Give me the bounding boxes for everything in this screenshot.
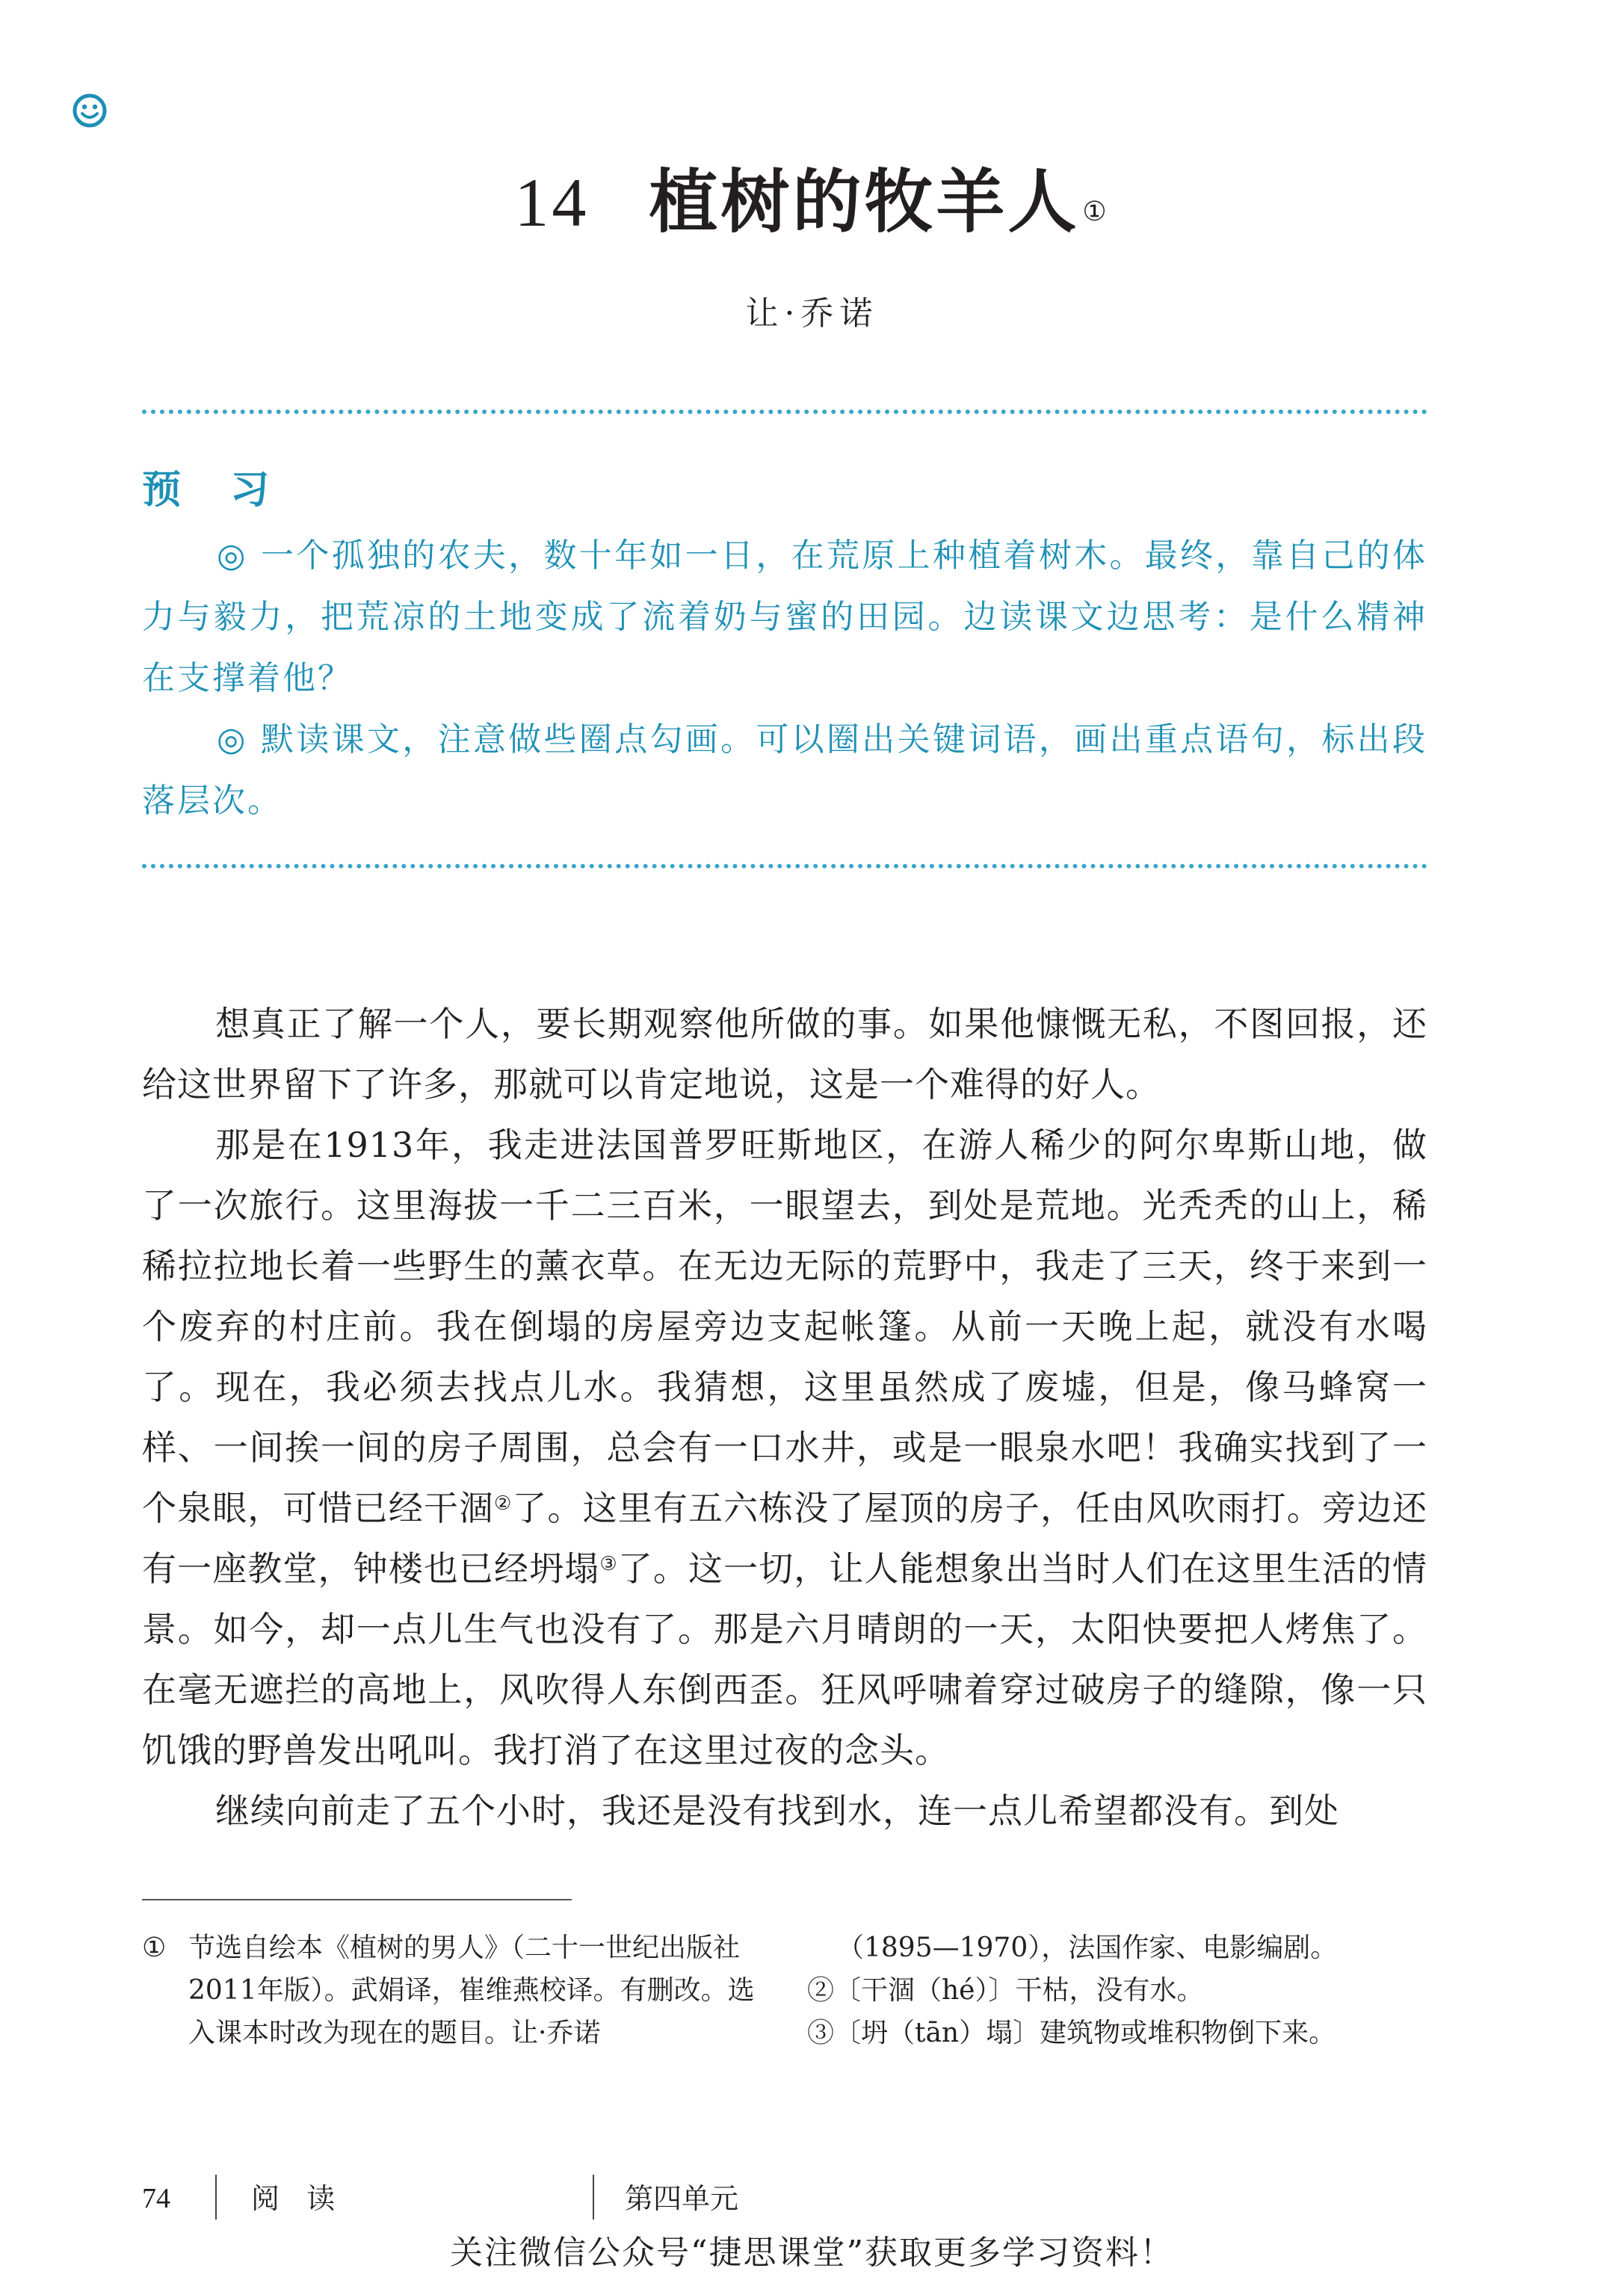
smiley-face-icon — [72, 93, 108, 129]
author: 让·乔诺 — [745, 294, 879, 333]
lesson-title — [0, 157, 1624, 247]
footer-unit: 第四单元 — [625, 2182, 739, 2215]
footnote-2: ②〔干涸（hé）〕干枯，没有水。 — [807, 1975, 1204, 2006]
title-footnote-mark: ① — [1082, 197, 1110, 227]
footnote-1-continued: （1895—1970），法国作家、电影编剧。 — [837, 1933, 1338, 1963]
footer-divider — [215, 2175, 217, 2220]
dotted-divider-bottom — [142, 864, 1427, 868]
footnote-rule — [142, 1899, 572, 1900]
preview-item: ◎ 一个孤独的农夫，数十年如一日，在荒原上种植着树木。最终，靠自己的体力与毅力，把荒凉的土地变成了流着奶与蜜的田园。边读课文边思考：是什么精神在支撑着他？ — [142, 537, 1427, 697]
preview-item: ◎ 默读课文，注意做些圈点勾画。可以圈出关键词语，画出重点语句，标出段落层次。 — [142, 720, 1427, 820]
lesson-title-text: 植树的牧羊人 — [649, 161, 1080, 242]
footnote-1-text: 节选自绘本《植树的男人》（二十一世纪出版社2011年版）。武娟译，崔维燕校译。有删改。选入课本时改为现在的题目。让·乔诺 — [188, 1933, 755, 2048]
paragraph: 想真正了解一个人，要长期观察他所做的事。如果他慷慨无私，不图回报，还给这世界留下了许多，那就可以肯定地说，这是一个难得的好人。 — [142, 1004, 1427, 1105]
paragraph: 继续向前走了五个小时，我还是没有找到水，连一点儿希望都没有。到处 — [215, 1791, 1339, 1831]
preview-box — [142, 460, 1427, 832]
dotted-divider-top — [142, 410, 1427, 414]
footer-divider — [593, 2175, 594, 2220]
footnote-3: ③〔坍（tān）塌〕建筑物或堆积物倒下来。 — [807, 2018, 1336, 2048]
article-body — [142, 994, 1427, 1841]
promo-text: 关注微信公众号“捷思课堂”获取更多学习资料！ — [450, 2234, 1174, 2272]
footnotes-right — [807, 1927, 1427, 2054]
lesson-number: 14 — [514, 164, 590, 241]
footnote-ref: ③ — [599, 1553, 618, 1575]
preview-heading: 预 习 — [142, 467, 288, 513]
page-number: 74 — [142, 2183, 170, 2214]
footnote-ref: ② — [494, 1492, 513, 1515]
paragraph: 那是在1913年，我走进法国普罗旺斯地区，在游人稀少的阿尔卑斯山地，做了一次旅行。这里海拔一千二三百米，一眼望去，到处是荒地。光秃秃的山上，稀稀拉拉地长着一些野生的薰衣草。在无边无际的荒野中，我走了三天，终于来到一个废弃的村庄前。我在倒塌的房屋旁边支起帐篷。从前一天晚上起，就没有水喝了。现在，我必须去找点儿水。我猜想，这里虽然成了废墟，但是，像马蜂窝一样、一间挨一间的房子周围，总会有一口水井，或是一眼泉水吧！我确实找到了一个泉眼，可惜已经干涸②了。这里有五六栋没了屋顶的房子，任由风吹雨打。旁边还有一座教堂，钟楼也已经坍塌③了。这一切，让人能想象出当时人们在这里生活的情景。如今，却一点儿生气也没有了。那是六月晴朗的一天，太阳快要把人烤焦了。在毫无遮拦的高地上，风吹得人东倒西歪。狂风呼啸着穿过破房子的缝隙，像一只饥饿的野兽发出吼叫。我打消了在这里过夜的念头。 — [142, 1125, 1428, 1770]
footnote-mark: ① — [142, 1933, 167, 1963]
footer-section: 阅 读 — [251, 2182, 345, 2215]
footnote-1 — [142, 1927, 755, 2054]
